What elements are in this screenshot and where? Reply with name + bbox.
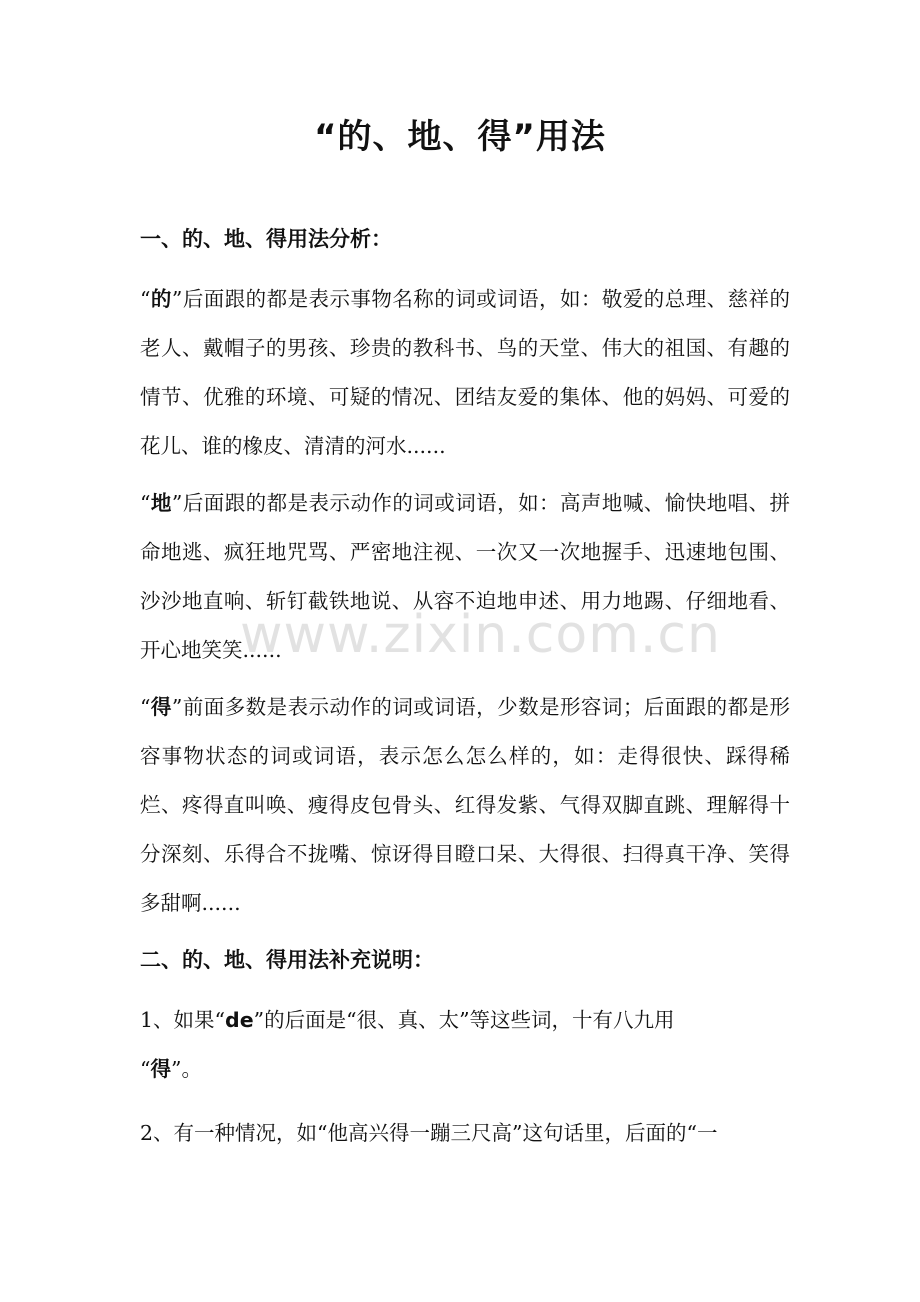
item-2 [140,1109,790,1158]
close-quote: ” [171,695,183,719]
paragraph-de1 [140,275,790,471]
key-char: 得 [150,695,172,719]
section1-heading: 一、的、地、得用法分析： [140,227,392,251]
item1-middle: ”的后面是“很、真、太”等这些词，十有八九用 [253,1008,675,1032]
item1-prefix: 1、如果“ [140,1008,226,1032]
item1-open-quote: “ [140,1057,151,1081]
close-quote: ” [171,491,183,515]
item-1 [140,996,790,1094]
paragraph-text: 前面多数是表示动作的词或词语，少数是形容词；后面跟的都是形容事物状态的词或词语，表示怎么怎么样的，如：走得很快、踩得稀烂、疼得直叫唤、瘦得皮包骨头、红得发紫、气得双脚直跳、理解得十分深刻、乐得合不拢嘴、惊讶得目瞪口呆、大得很、扫得真干净、笑得多甜啊...... [140,695,790,915]
item2-text: 2、有一种情况，如“他高兴得一蹦三尺高”这句话里，后面的“一 [140,1121,718,1145]
open-quote: “ [140,695,151,719]
item1-key: de [225,1008,254,1032]
watermark: www.zixin.com.cn [240,605,721,665]
paragraph-text: 后面跟的都是表示事物名称的词或词语，如：敬爱的总理、慈祥的老人、戴帽子的男孩、珍贵的教科书、鸟的天堂、伟大的祖国、有趣的情节、优雅的环境、可疑的情况、团结友爱的集体、他的妈妈、可爱的花儿、谁的橡皮、清清的河水...... [140,287,790,458]
key-char: 的 [150,287,172,311]
paragraph-text: 后面跟的都是表示动作的词或词语，如：高声地喊、愉快地唱、拼命地逃、疯狂地咒骂、严密地注视、一次又一次地握手、迅速地包围、沙沙地直响、斩钉截铁地说、从容不迫地申述、用力地踢、仔细地看、开心地笑笑...... [140,491,790,662]
item1-key2: 得 [150,1057,171,1081]
item1-suffix: ”。 [170,1057,202,1081]
document-title: “的、地、得”用法 [314,117,606,157]
paragraph-de2 [140,479,790,675]
section2-heading: 二、的、地、得用法补充说明： [140,948,434,972]
open-quote: “ [140,491,151,515]
paragraph-de3 [140,683,790,928]
open-quote: “ [140,287,151,311]
key-char: 地 [150,491,172,515]
close-quote: ” [171,287,183,311]
